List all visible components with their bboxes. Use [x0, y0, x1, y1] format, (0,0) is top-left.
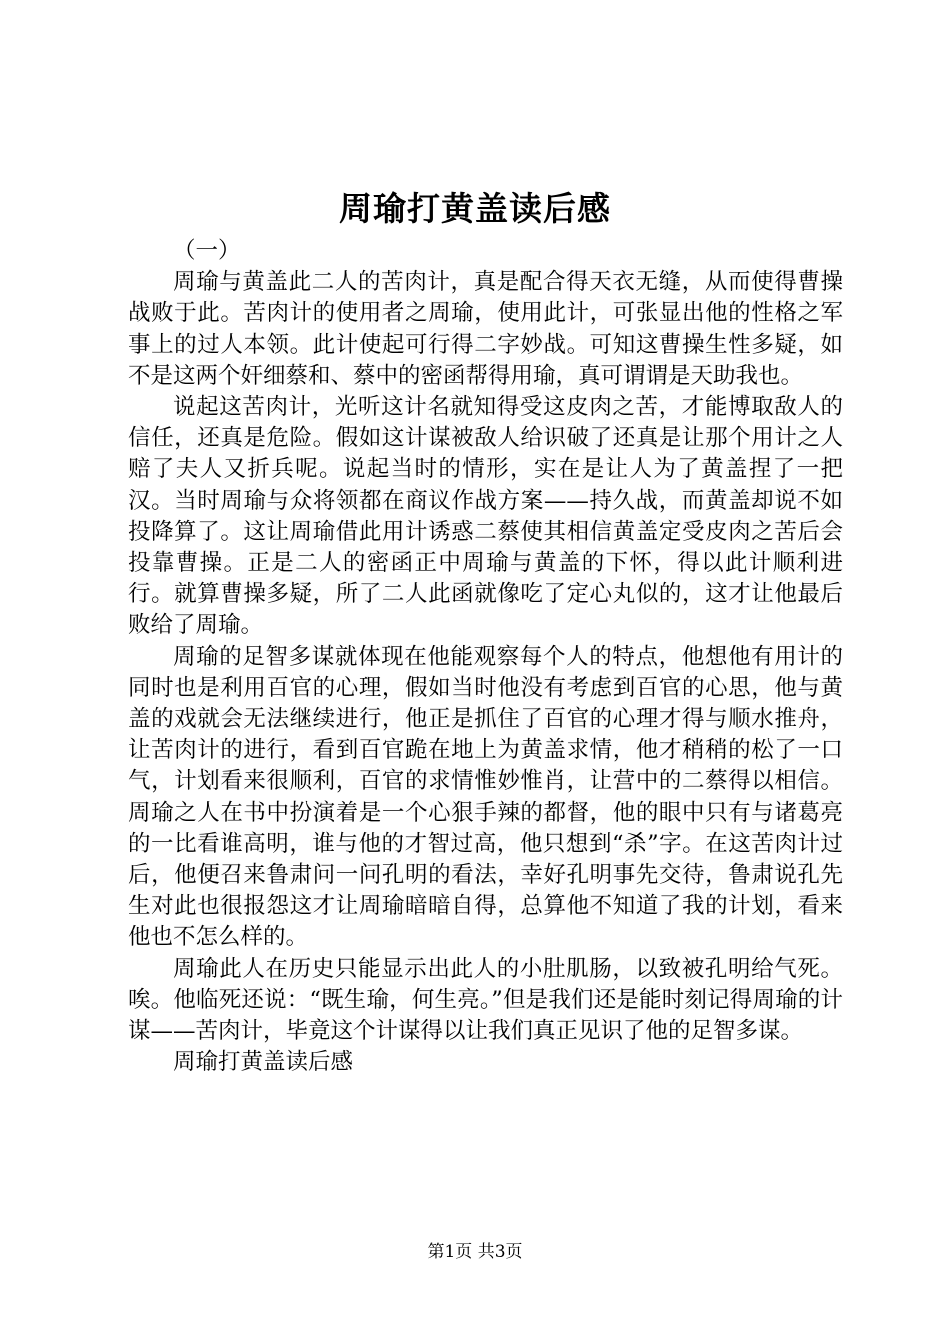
section-marker: （一）: [173, 238, 241, 264]
paragraph-3: 周瑜的足智多谋就体现在他能观察每个人的特点，他想他有用计的同时也是利用百官的心理，假如当时他没有考虑到百官的心思，他与黄盖的戏就会无法继续进行，他正是抓住了百官的心理才得与顺水推舟，让苦肉计的进行，看到百官跪在地上为黄盖求情，他才稍稍的松了一口气，计划看来很顺利，百官的求情惟妙惟肖，让营中的二蔡得以相信。周瑜之人在书中扮演着是一个心狠手辣的都督，他的眼中只有与诸葛亮的一比看谁高明，谁与他的才智过高，他只想到“杀”字。在这苦肉计过后，他便召来鲁肃问一问孔明的看法，幸好孔明事先交待，鲁肃说孔先生对此也很报怨这才让周瑜暗暗自得，总算他不知道了我的计划，看来他也不怎么样的。: [128, 643, 843, 951]
paragraph-4: 周瑜此人在历史只能显示出此人的小肚肌肠，以致被孔明给气死。唉。他临死还说：“既生瑜，何生亮。”但是我们还是能时刻记得周瑜的计谋——苦肉计，毕竟这个计谋得以让我们真正见识了他的足智多谋。: [128, 955, 843, 1045]
paragraph-1: 周瑜与黄盖此二人的苦肉计，真是配合得天衣无缝，从而使得曹操战败于此。苦肉计的使用者之周瑜，使用此计，可张显出他的性格之军事上的过人本领。此计使起可行得二字妙战。可知这曹操生性多疑，如不是这两个奸细蔡和、蔡中的密函帮得用瑜，真可谓谓是天助我也。: [128, 269, 843, 389]
document-body: [128, 236, 843, 1078]
document-title: 周瑜打黄盖读后感: [339, 189, 611, 228]
closing-title-line: 周瑜打黄盖读后感: [173, 1049, 354, 1076]
page-footer: 第1页 共3页: [427, 1242, 523, 1262]
paragraph-2: 说起这苦肉计，光听这计名就知得受这皮肉之苦，才能博取敌人的信任，还真是危险。假如这计谋被敌人给识破了还真是让那个用计之人赔了夫人又折兵呢。说起当时的情形，实在是让人为了黄盖捏了一把汉。当时周瑜与众将领都在商议作战方案——持久战，而黄盖却说不如投降算了。这让周瑜借此用计诱惑二蔡使其相信黄盖定受皮肉之苦后会投靠曹操。正是二人的密函正中周瑜与黄盖的下怀，得以此计顺利进行。就算曹操多疑，所了二人此函就像吃了定心丸似的，这才让他最后败给了周瑜。: [128, 394, 843, 639]
